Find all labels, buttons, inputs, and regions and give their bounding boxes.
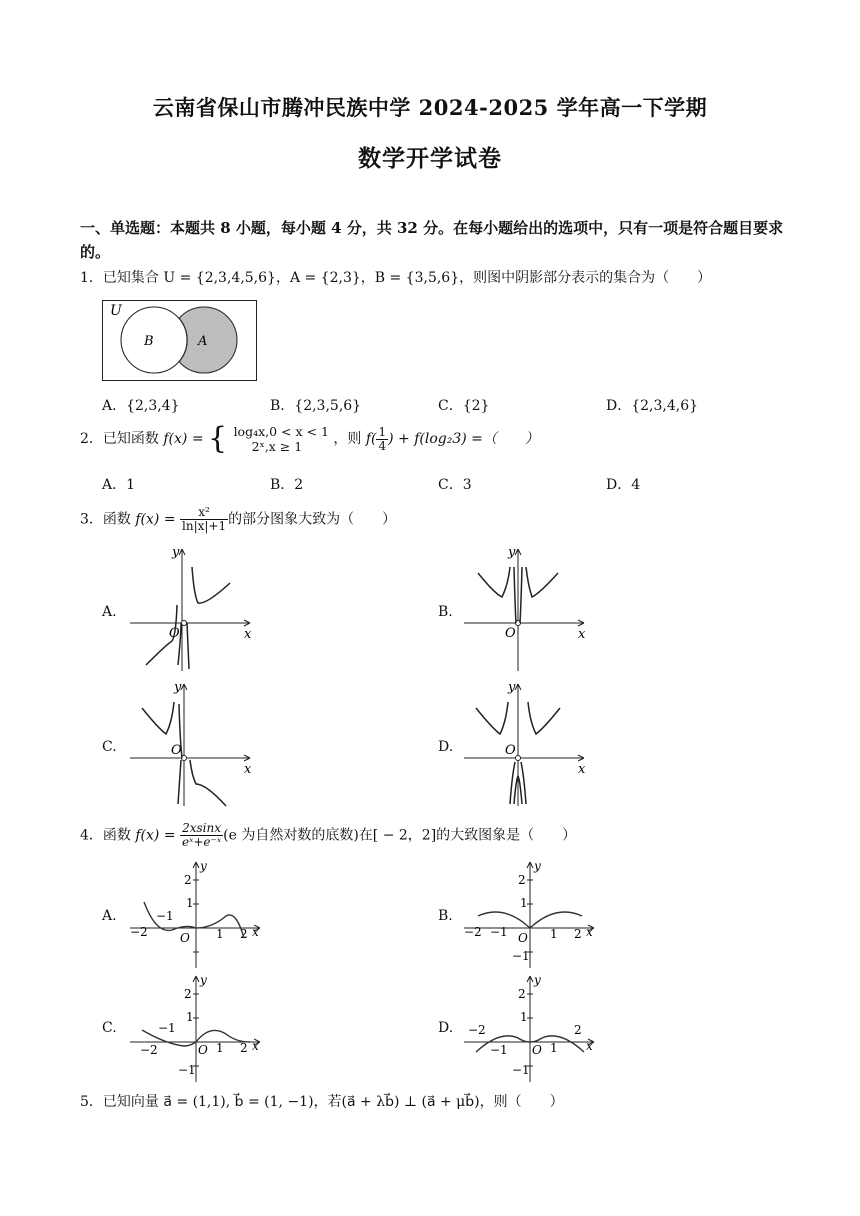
svg-text:x: x bbox=[252, 1039, 259, 1053]
svg-text:O: O bbox=[505, 626, 516, 641]
svg-text:2: 2 bbox=[184, 987, 192, 1001]
question-1-text: 1．已知集合 U = {2,3,4,5,6}，A = {2,3}，B = {3,5,6}，则图中阴影部分表示的集合为（ ） bbox=[80, 270, 712, 286]
venn-label-b: B bbox=[144, 334, 154, 349]
svg-text:x: x bbox=[244, 762, 252, 777]
q3-graph-d[interactable] bbox=[460, 680, 590, 808]
venn-label-a: A bbox=[198, 334, 208, 349]
q4-option-c-label[interactable]: C. bbox=[102, 1020, 117, 1036]
svg-text:2: 2 bbox=[518, 873, 526, 887]
q3-graph-c[interactable] bbox=[126, 680, 256, 808]
q4-graph-b[interactable] bbox=[460, 858, 600, 970]
svg-text:1: 1 bbox=[550, 927, 558, 941]
svg-text:y: y bbox=[534, 973, 541, 987]
q4-option-d-label[interactable]: D. bbox=[438, 1020, 454, 1036]
svg-text:O: O bbox=[180, 931, 190, 945]
q4-graph-c[interactable] bbox=[126, 972, 266, 1084]
svg-text:−1: −1 bbox=[512, 1063, 530, 1077]
svg-text:1: 1 bbox=[520, 1010, 528, 1024]
svg-text:1: 1 bbox=[216, 927, 224, 941]
svg-text:x: x bbox=[578, 627, 586, 642]
svg-text:x: x bbox=[578, 762, 586, 777]
svg-text:x: x bbox=[252, 925, 259, 939]
q4-graph-d[interactable] bbox=[460, 972, 600, 1084]
svg-text:1: 1 bbox=[550, 1041, 558, 1055]
svg-text:−1: −1 bbox=[490, 925, 508, 939]
svg-text:y: y bbox=[200, 859, 207, 873]
svg-text:O: O bbox=[518, 931, 528, 945]
svg-text:y: y bbox=[174, 680, 182, 695]
piecewise-cases: log₄x,0 < x < 1 2ˣ,x ≥ 1 bbox=[233, 424, 329, 454]
q3-graph-b[interactable] bbox=[460, 545, 590, 673]
svg-text:1: 1 bbox=[520, 896, 528, 910]
svg-text:O: O bbox=[532, 1043, 542, 1057]
svg-text:−2: −2 bbox=[468, 1023, 486, 1037]
svg-text:2: 2 bbox=[240, 1041, 248, 1055]
venn-label-u: U bbox=[110, 303, 122, 319]
venn-circle-b bbox=[121, 307, 187, 373]
svg-text:O: O bbox=[169, 626, 180, 641]
svg-text:−2: −2 bbox=[464, 925, 482, 939]
svg-text:2: 2 bbox=[240, 927, 248, 941]
q3-option-d-label[interactable]: D. bbox=[438, 739, 454, 755]
svg-text:1: 1 bbox=[216, 1041, 224, 1055]
svg-text:−1: −1 bbox=[156, 909, 174, 923]
question-2-text: 2．已知函数 f(x) = { log₄x,0 < x < 1 2ˣ,x ≥ 1 ，则 f( $\frac{1}{4}$ ) + f(log₂3) =（ ） bbox=[80, 421, 539, 456]
svg-text:2: 2 bbox=[574, 1023, 582, 1037]
q4-option-a-label[interactable]: A. bbox=[102, 908, 117, 924]
svg-text:−1: −1 bbox=[178, 1063, 196, 1077]
exam-title: 云南省保山市腾冲民族中学 2024-2025 学年高一下学期 bbox=[152, 95, 708, 120]
svg-text:y: y bbox=[508, 545, 516, 560]
svg-text:1: 1 bbox=[186, 1010, 194, 1024]
svg-text:−1: −1 bbox=[512, 949, 530, 963]
svg-text:−1: −1 bbox=[158, 1021, 176, 1035]
svg-text:−2: −2 bbox=[140, 1043, 158, 1057]
q3-graph-a[interactable] bbox=[126, 545, 256, 673]
svg-text:O: O bbox=[198, 1043, 208, 1057]
q2-option-b[interactable]: B．2 bbox=[270, 477, 304, 493]
svg-text:−2: −2 bbox=[130, 925, 148, 939]
exam-subtitle: 数学开学试卷 bbox=[358, 145, 502, 172]
svg-text:O: O bbox=[505, 743, 516, 758]
q2-option-a[interactable]: A．1 bbox=[102, 477, 136, 493]
q4-graph-a[interactable] bbox=[126, 858, 266, 970]
q1-option-d[interactable]: D．{2,3,4,6} bbox=[606, 398, 699, 414]
svg-text:y: y bbox=[172, 545, 180, 560]
question-3-text: 3．函数 f(x) = $\frac{\text{x²}}{\ln|x|+1}$ 的部分图象大致为（ ） bbox=[80, 505, 397, 533]
section-heading: 一、单选题：本题共 8 小题，每小题 4 分，共 32 分。在每小题给出的选项中，只有一项是符合题目要求的。 bbox=[80, 219, 784, 261]
q2-option-c[interactable]: C．3 bbox=[438, 477, 472, 493]
question-5-text: 5．已知向量 a⃗ = (1,1), b⃗ = (1, −1)，若(a⃗ + λb⃗) ⊥ (a⃗ + μb⃗)，则（ ） bbox=[80, 1094, 564, 1110]
q1-option-a[interactable]: A．{2,3,4} bbox=[102, 398, 180, 414]
venn-diagram bbox=[102, 300, 258, 382]
q3-option-b-label[interactable]: B. bbox=[438, 604, 453, 620]
q4-option-b-label[interactable]: B. bbox=[438, 908, 453, 924]
svg-text:y: y bbox=[200, 973, 207, 987]
svg-text:y: y bbox=[508, 680, 516, 695]
svg-text:2: 2 bbox=[184, 873, 192, 887]
q1-option-c[interactable]: C．{2} bbox=[438, 398, 490, 414]
q3-option-a-label[interactable]: A. bbox=[102, 604, 117, 620]
q1-option-b[interactable]: B．{2,3,5,6} bbox=[270, 398, 362, 414]
svg-text:O: O bbox=[171, 743, 182, 758]
svg-text:x: x bbox=[586, 1039, 593, 1053]
svg-text:2: 2 bbox=[574, 927, 582, 941]
svg-text:1: 1 bbox=[186, 896, 194, 910]
svg-text:y: y bbox=[534, 859, 541, 873]
svg-text:−1: −1 bbox=[490, 1043, 508, 1057]
q3-option-c-label[interactable]: C. bbox=[102, 739, 117, 755]
svg-text:x: x bbox=[586, 925, 593, 939]
svg-text:2: 2 bbox=[518, 987, 526, 1001]
svg-text:x: x bbox=[244, 627, 252, 642]
question-4-text: 4．函数 f(x) = $\frac{2xsinx}{\text{eˣ+e⁻ˣ}}$ (e 为自然对数的底数)在[ − 2，2]的大致图象是（ ） bbox=[80, 821, 577, 849]
q2-option-d[interactable]: D．4 bbox=[606, 477, 641, 493]
